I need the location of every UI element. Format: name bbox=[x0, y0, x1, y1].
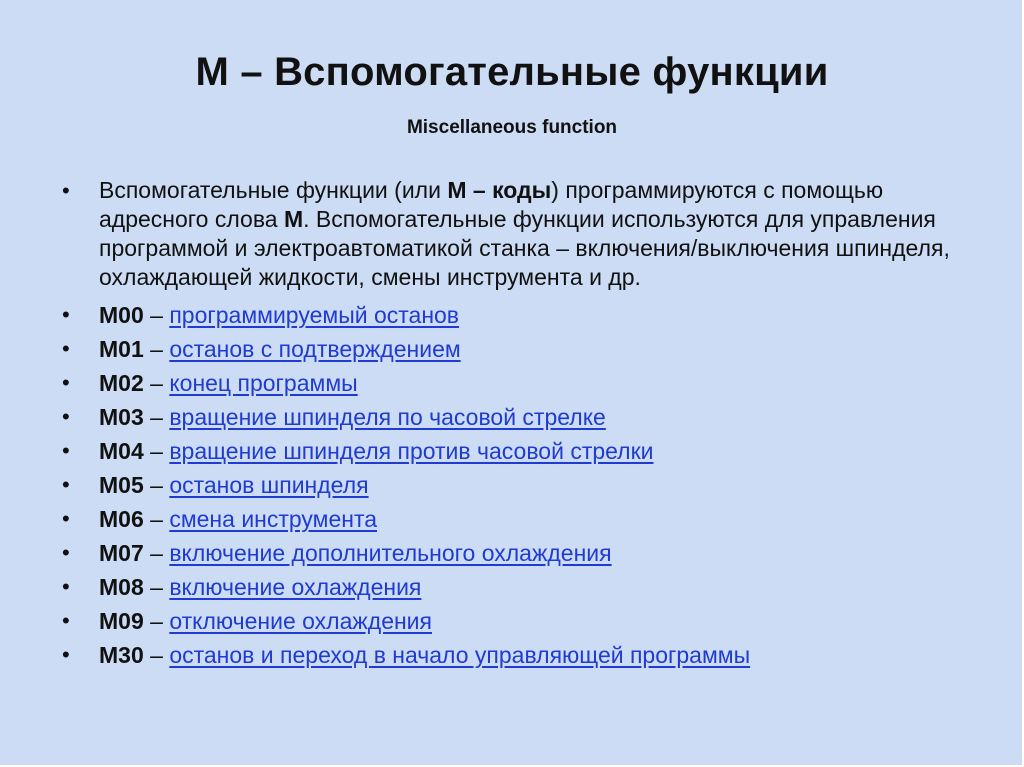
m-code-link[interactable]: включение дополнительного охлаждения bbox=[169, 540, 612, 566]
intro-bold-1: М – коды bbox=[447, 177, 552, 203]
dash-separator: – bbox=[143, 404, 170, 430]
bullet-icon: • bbox=[62, 642, 70, 667]
intro-text-3: . Вспомогательные функции используются для управления программой и электроавтоматикой станка – включения/выключения шпинделя, охлаждающей жидкости, смены инструмента и др. bbox=[99, 206, 950, 290]
dash-separator: – bbox=[143, 438, 170, 464]
dash-separator: – bbox=[143, 506, 170, 532]
m-code: M02 bbox=[99, 370, 144, 396]
list-item-m00 bbox=[62, 298, 982, 332]
m-code: M05 bbox=[99, 472, 144, 498]
dash-separator: – bbox=[143, 574, 170, 600]
m-code-link[interactable]: останов с подтверждением bbox=[169, 336, 461, 362]
m-code: M08 bbox=[99, 574, 144, 600]
m-code: M09 bbox=[99, 608, 144, 634]
bullet-icon: • bbox=[62, 178, 70, 203]
list-item-m05 bbox=[62, 468, 982, 502]
bullet-icon: • bbox=[62, 336, 70, 361]
m-code-link[interactable]: останов шпинделя bbox=[169, 472, 369, 498]
list-item-m09 bbox=[62, 604, 982, 638]
bullet-icon: • bbox=[62, 404, 70, 429]
page-title: M – Вспомогательные функции bbox=[195, 50, 829, 94]
m-code: M03 bbox=[99, 404, 144, 430]
intro-text-1: Вспомогательные функции (или bbox=[99, 177, 448, 203]
intro-text-2: ) программируются с помощью адресного слова bbox=[99, 177, 884, 232]
list-item-m03 bbox=[62, 400, 982, 434]
intro-bold-2: М bbox=[283, 206, 304, 232]
m-code-link[interactable]: отключение охлаждения bbox=[169, 608, 432, 634]
intro-paragraph bbox=[62, 176, 982, 292]
bullet-icon: • bbox=[62, 574, 70, 599]
bullet-list bbox=[62, 176, 982, 672]
dash-separator: – bbox=[143, 472, 170, 498]
list-item-m30 bbox=[62, 638, 982, 672]
bullet-icon: • bbox=[62, 506, 70, 531]
list-item-m07 bbox=[62, 536, 982, 570]
list-item-m06 bbox=[62, 502, 982, 536]
list-item-m02 bbox=[62, 366, 982, 400]
m-code: M30 bbox=[99, 642, 144, 668]
m-code-link[interactable]: вращение шпинделя по часовой стрелке bbox=[169, 404, 606, 430]
dash-separator: – bbox=[143, 540, 170, 566]
m-code: M01 bbox=[99, 336, 144, 362]
bullet-icon: • bbox=[62, 302, 70, 327]
m-code-link[interactable]: вращение шпинделя против часовой стрелки bbox=[169, 438, 654, 464]
m-code-link[interactable]: программируемый останов bbox=[169, 302, 460, 328]
list-item-m01 bbox=[62, 332, 982, 366]
bullet-icon: • bbox=[62, 608, 70, 633]
dash-separator: – bbox=[143, 370, 170, 396]
bullet-icon: • bbox=[62, 370, 70, 395]
dash-separator: – bbox=[143, 336, 170, 362]
m-code: M07 bbox=[99, 540, 144, 566]
bullet-icon: • bbox=[62, 472, 70, 497]
dash-separator: – bbox=[143, 608, 170, 634]
m-code-link[interactable]: включение охлаждения bbox=[169, 574, 422, 600]
list-item-m04 bbox=[62, 434, 982, 468]
page-subtitle: Miscellaneous function bbox=[406, 117, 618, 138]
code-list bbox=[62, 298, 982, 672]
m-code-link[interactable]: смена инструмента bbox=[169, 506, 378, 532]
dash-separator: – bbox=[143, 642, 170, 668]
bullet-icon: • bbox=[62, 438, 70, 463]
m-code: M00 bbox=[99, 302, 144, 328]
bullet-icon: • bbox=[62, 540, 70, 565]
dash-separator: – bbox=[143, 302, 170, 328]
m-code: M06 bbox=[99, 506, 144, 532]
m-code-link[interactable]: останов и переход в начало управляющей программы bbox=[169, 642, 751, 668]
m-code: M04 bbox=[99, 438, 144, 464]
m-code-link[interactable]: конец программы bbox=[169, 370, 358, 396]
list-item-m08 bbox=[62, 570, 982, 604]
